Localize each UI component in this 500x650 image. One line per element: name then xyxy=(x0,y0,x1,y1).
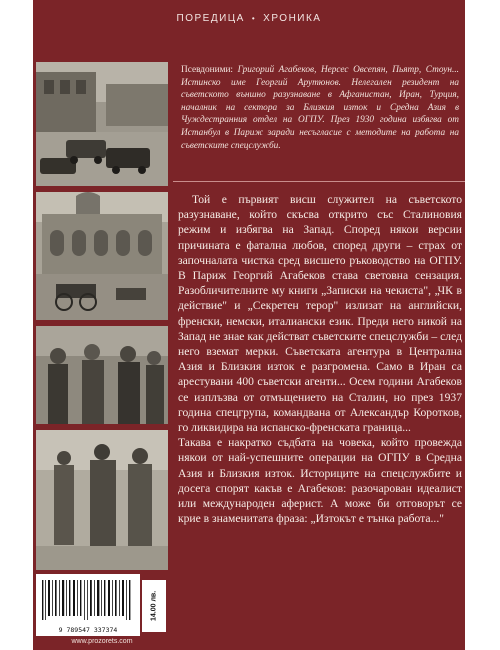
series-header xyxy=(33,0,465,36)
photo-mosque xyxy=(36,192,168,320)
series-name: ХРОНИКА xyxy=(263,12,322,24)
intro-text: Григорий Агабеков, Нерсес Овсепян, Пьятр, Стоун... Истинско име Георгий Арутюнов. Нелегален резидент на съветското външно разузнаване в Афганистан, Иран, Турция, началник на сектора за Близкия изток и Средна Азия в Чуждестранния отдел на ОГПУ. През 1930 година избягва от Истанбул в Париж заради несъгласие с методите на работа на съветските спецслужби. xyxy=(181,65,460,151)
series-separator: • xyxy=(251,13,257,23)
publisher-website[interactable]: www.prozorets.com xyxy=(71,638,133,645)
back-cover xyxy=(33,0,465,650)
photo-group-men xyxy=(36,326,168,424)
intro-lead: Псевдоними: xyxy=(181,65,234,75)
intro-divider xyxy=(173,181,465,182)
barcode xyxy=(36,574,140,636)
author-intro xyxy=(181,64,459,152)
blurb-paragraph-1: Той е първият висш служител на съветското разузнаване, който скъсва открито със Сталиновия режим и избягва на Запад. Според някои версии причината е фатална любов, според други – страх от започналата чистка сред висшето ръководство на ОГПУ. В Париж Георгий Агабеков става световна сензация. Разобличителните му книги „Записки на чекиста", „ЧК в действие" и „Секретен терор" излизат на английски, френски, немски, италиански език. Преди него никой на Запад не знае как действат съветските спецслужби – след него вземат мерки. Съветската агентура в Централна Азия и Близкия изток е разгромена. Само в Иран са арестувани 400 съветски агенти... Осем години Агабеков се изплъзва от отмъщението на Сталин, но през 1937 година спецгрупа, командвана от Александър Коротков, го ликвидира на испанско-френската граница... xyxy=(178,193,462,435)
photo-street-cars xyxy=(36,62,168,186)
blurb-paragraph-2: Такава е накратко съдбата на човека, който провежда някои от най-успешните операции на ОГПУ в Средна Азия и Близкия изток. Историците на спецслужбите и досега спорят какъв е Агабеков: разочарован идеалист или международен аферист. А може би отговорът се крие в знаменитата фраза: „Изтокът е тънка работа..." xyxy=(178,436,462,526)
series-label: ПОРЕДИЦА xyxy=(176,12,245,24)
photo-soldiers xyxy=(36,430,168,570)
isbn-number: 9 789547 337374 xyxy=(58,626,118,634)
price-sticker: 14.00 лв. xyxy=(142,580,166,632)
barcode-bars-icon xyxy=(36,574,140,626)
blurb xyxy=(178,192,462,526)
bottom-strip xyxy=(36,574,168,650)
